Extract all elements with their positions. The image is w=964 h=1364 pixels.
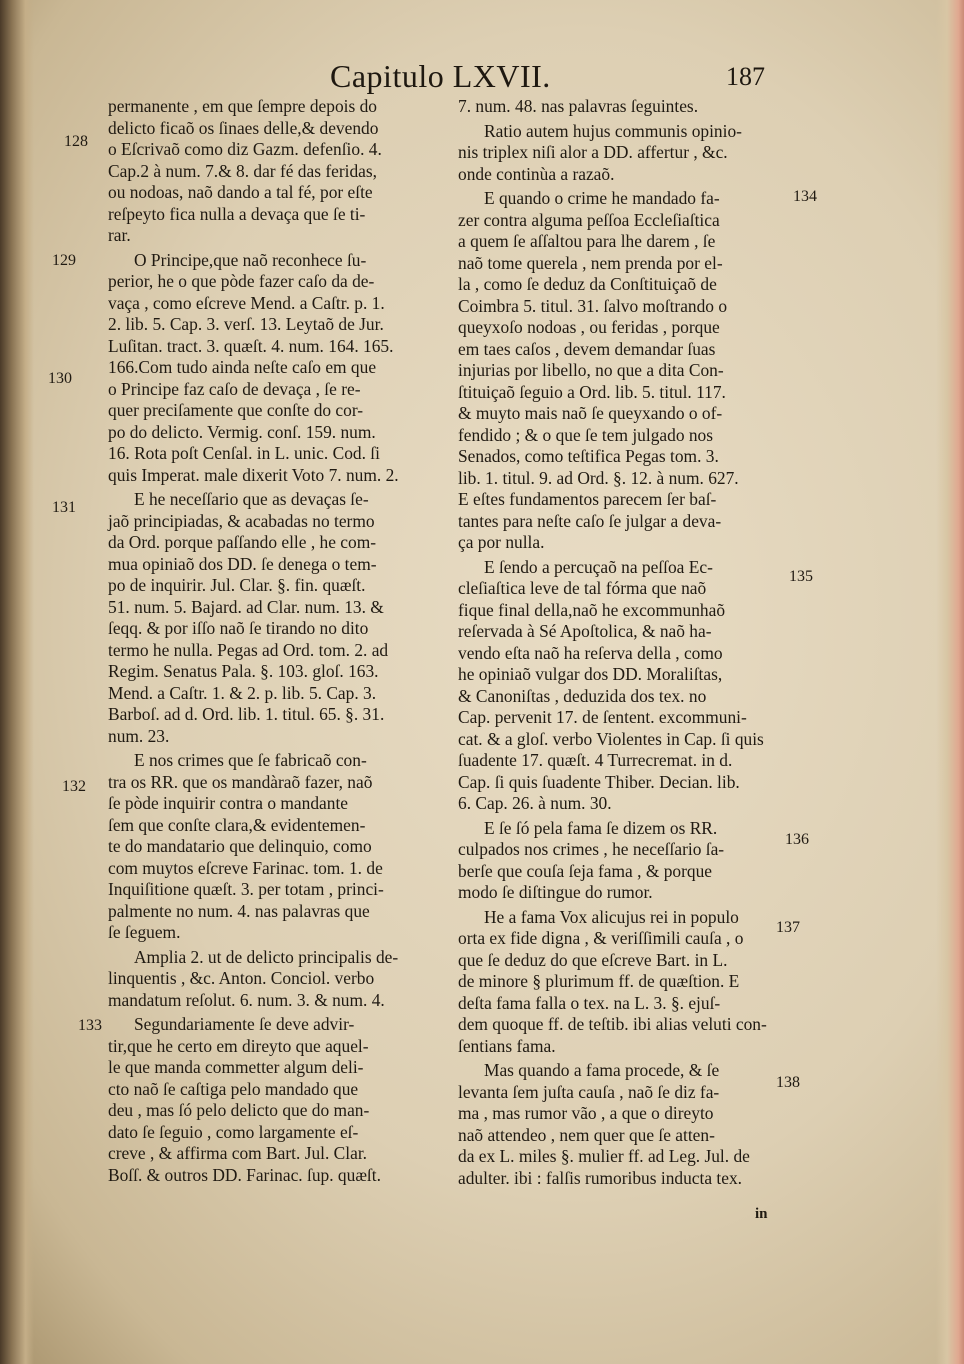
text-line: E ſe ſó pela fama ſe dizem os RR. [484,817,718,838]
text-line: 16. Rota poſt Cenſal. in L. unic. Cod. ſi [108,443,380,463]
page-number: 187 [726,62,765,91]
margin-number: 135 [789,568,813,585]
text-line: Mas quando a fama procede, & ſe [484,1060,720,1080]
right-text-column [458,96,790,1189]
text-line: da ex L. miles §. mulier ff. ad Leg. Jul. de [458,1146,750,1166]
text-line: cat. & a gloſ. verbo Violentes in Cap. ſi quis [458,728,764,749]
text-line: 6. Cap. 26. à num. 30. [458,793,612,813]
text-line: da Ord. porque paſſando elle , he com- [108,532,377,552]
text-line: ſentians fama. [458,1035,556,1056]
text-line: cto naõ ſe caſtiga pelo mandado que [108,1078,359,1099]
text-line: ma , mas rumor vão , a que o direyto [458,1103,714,1123]
text-line: naõ attendeo , nem quer que ſe atten- [458,1124,715,1145]
text-line: He a fama Vox alicujus rei in populo [484,906,739,927]
text-line: queyxoſo nodoas , ou feridas , porque [458,317,720,337]
text-line: Coimbra 5. titul. 31. ſalvo moſtrando o [458,295,728,316]
text-line: vaça , como eſcreve Mend. a Caſtr. p. 1. [108,292,385,313]
margin-number: 134 [793,188,817,205]
text-line: E eſtes fundamentos parecem ſer baſ- [458,489,717,509]
text-line: vendo eſta naõ ha reſerva della , como [458,642,723,663]
margin-number: 128 [64,133,88,150]
text-line: 7. num. 48. nas palavras ſeguintes. [458,96,699,116]
text-line: & muyto mais naõ ſe queyxando o of- [458,403,723,423]
left-text-column [108,96,444,1186]
text-line: zer contra alguma peſſoa Eccleſiaſtica [458,209,720,230]
text-line: quer preciſamente que conſte do cor- [108,400,364,420]
text-line: O Principe,que naõ reconhece ſu- [134,249,367,270]
text-line: Senados, como teſtifica Pegas tom. 3. [458,446,719,466]
text-line: reſervada à Sé Apoſtolica, & naõ ha- [458,621,712,641]
page-edge [936,0,964,1364]
text-line: berſe que couſa ſeja fama , & porque [458,860,712,881]
text-line: Barboſ. ad d. Ord. lib. 1. titul. 65. §. 31. [108,704,385,724]
text-line: Cap. ſi quis ſuadente Thiber. Decian. lib. [458,771,740,792]
text-line: onde continùa a razaõ. [458,163,615,184]
text-line: reſpeyto fica nulla a devaça que ſe ti- [108,203,366,224]
text-line: Amplia 2. ut de delicto principalis de- [134,946,399,967]
text-line: ça por nulla. [458,532,545,552]
text-line: dato ſe ſeguio , como largamente eſ- [108,1121,359,1142]
text-line: ſe pòde inquirir contra o mandante [108,793,349,813]
text-line: num. 23. [108,725,170,746]
text-line: 166.Com tudo ainda neſte caſo em que [108,357,377,377]
text-line: termo he nulla. Pegas ad Ord. tom. 2. ad [108,639,389,660]
text-line: injurias por libello, no que a dita Con- [458,360,724,380]
text-line: mua opiniaõ dos DD. ſe denega o tem- [108,553,377,574]
text-line: ſuadente 17. quæſt. 4 Turrecremat. in d. [458,750,733,770]
text-line: palmente no num. 4. nas palavras que [108,900,370,921]
text-line: Luſitan. tract. 3. quæſt. 4. num. 164. 165. [108,335,394,356]
text-line: mandatum reſolut. 6. num. 3. & num. 4. [108,989,385,1010]
text-line: E nos crimes que ſe fabricaõ con- [134,750,367,770]
text-line: deſta fama falla o tex. na L. 3. §. ejuſ- [458,992,721,1013]
text-line: po de inquirir. Jul. Clar. §. fin. quæſt. [108,575,366,595]
text-line: 51. num. 5. Bajard. ad Clar. num. 13. & [108,596,384,617]
text-line: 2. lib. 5. Cap. 3. verſ. 13. Leytaõ de Jur. [108,314,384,334]
text-line: ou nodoas, naõ dando a tal fé, por eſte [108,182,373,202]
text-line: E ſendo a percuçaõ na peſſoa Ec- [484,556,713,577]
text-line: Cap.2 à num. 7.& 8. dar fé das feridas, [108,160,377,181]
text-line: cleſiaſtica leve de tal fórma que naõ [458,578,707,598]
text-line: o Principe faz caſo de devaça , ſe re- [108,378,361,399]
text-line: lib. 1. titul. 9. ad Ord. §. 12. à num. 627. [458,467,739,488]
text-line: Regim. Senatus Pala. §. 103. gloſ. 163. [108,661,379,681]
text-line: tir,que he certo em direyto que aquel- [108,1035,369,1056]
text-line: po do delicto. Vermig. conſ. 159. num. [108,421,376,442]
text-line: E he neceſſario que as devaças ſe- [134,489,369,509]
text-line: ſeqq. & por iſſo naõ ſe tirando no dito [108,618,369,638]
text-line: quis Imperat. male dixerit Voto 7. num. 2. [108,464,399,485]
text-line: linquentis , &c. Anton. Conciol. verbo [108,968,375,988]
text-line: dem quoque ff. de teſtib. ibi alias veluti con- [458,1014,767,1034]
text-line: permanente , em que ſempre depois do [108,96,377,116]
text-line: Inquiſitione quæſt. 3. per totam , princi- [108,879,384,899]
margin-number: 137 [776,919,800,936]
margin-number: 132 [62,778,86,795]
text-line: creve , & affirma com Bart. Jul. Clar. [108,1143,368,1163]
text-line: que ſe deduz do que eſcreve Bart. in L. [458,949,728,970]
margin-number: 129 [52,252,76,269]
text-line: Cap. pervenit 17. de ſentent. excommuni- [458,707,747,727]
margin-number: 138 [776,1074,800,1091]
text-line: ſtituiçaõ ſeguio a Ord. lib. 5. titul. 117. [458,381,726,402]
margin-number: 136 [785,831,809,848]
text-line: a quem ſe aſſaltou para lhe darem , ſe [458,231,716,251]
chapter-title: Capitulo LXVII. [330,58,551,94]
text-line: Ratio autem hujus communis opinio- [484,120,742,141]
text-line: Boſſ. & outros DD. Farinac. ſup. quæſt. [108,1164,381,1185]
text-line: deu , mas ſó pelo delicto que do man- [108,1100,370,1120]
text-line: ſe ſeguem. [108,922,181,942]
text-line: de minore § plurimum ff. de quæſtion. E [458,971,740,991]
text-line: he opiniaõ vulgar dos DD. Moraliſtas, [458,664,723,684]
text-line: tra os RR. que os mandàraõ fazer, naõ [108,771,373,792]
text-line: te do mandatario que delinquio, como [108,836,372,856]
text-line: naõ tome querela , nem prenda por el- [458,252,723,273]
text-line: adulter. ibi : falſis rumoribus inducta tex. [458,1167,742,1188]
text-line: & Canoniſtas , deduzida dos tex. no [458,685,707,706]
text-line: E quando o crime he mandado fa- [484,188,720,208]
text-line: modo ſe diſtingue do rumor. [458,882,653,902]
page-gutter-shadow [0,0,34,1364]
text-line: com muytos eſcreve Farinac. tom. 1. de [108,857,383,878]
margin-number: 131 [52,499,76,516]
text-line: culpados nos crimes , he neceſſario ſa- [458,839,725,859]
catchword: in [755,1206,768,1222]
text-line: fique final della,naõ he excommunhaõ [458,599,726,620]
margin-number: 133 [78,1017,102,1034]
text-line: tantes para neſte caſo ſe julgar a deva- [458,510,722,531]
text-line: delicto ficaõ os ſinaes delle,& devendo [108,117,379,138]
text-line: ſem que conſte clara,& evidentemen- [108,814,366,835]
text-line: la , como ſe deduz da Conſtituiçaõ de [458,274,717,294]
text-line: jaõ principiadas, & acabadas no termo [108,510,375,531]
text-line: levanta ſem juſta cauſa , naõ ſe diz fa- [458,1081,720,1102]
text-line: Mend. a Caſtr. 1. & 2. p. lib. 5. Cap. 3. [108,682,377,703]
text-line: em taes caſos , devem demandar ſuas [458,338,716,359]
text-line: rar. [108,225,131,245]
text-line: fendido ; & o que ſe tem julgado nos [458,424,714,445]
text-line: Segundariamente ſe deve advir- [134,1014,355,1034]
text-line: orta ex fide digna , & veriſſimili cauſa , o [458,928,744,948]
text-line: nis triplex niſi alor a DD. affertur , &c. [458,142,728,162]
margin-number: 130 [48,370,72,387]
text-line: perior, he o que pòde fazer caſo da de- [108,271,375,291]
text-line: le que manda commetter algum deli- [108,1057,364,1077]
text-line: o Eſcrivaõ como diz Gazm. defenſio. 4. [108,139,382,159]
